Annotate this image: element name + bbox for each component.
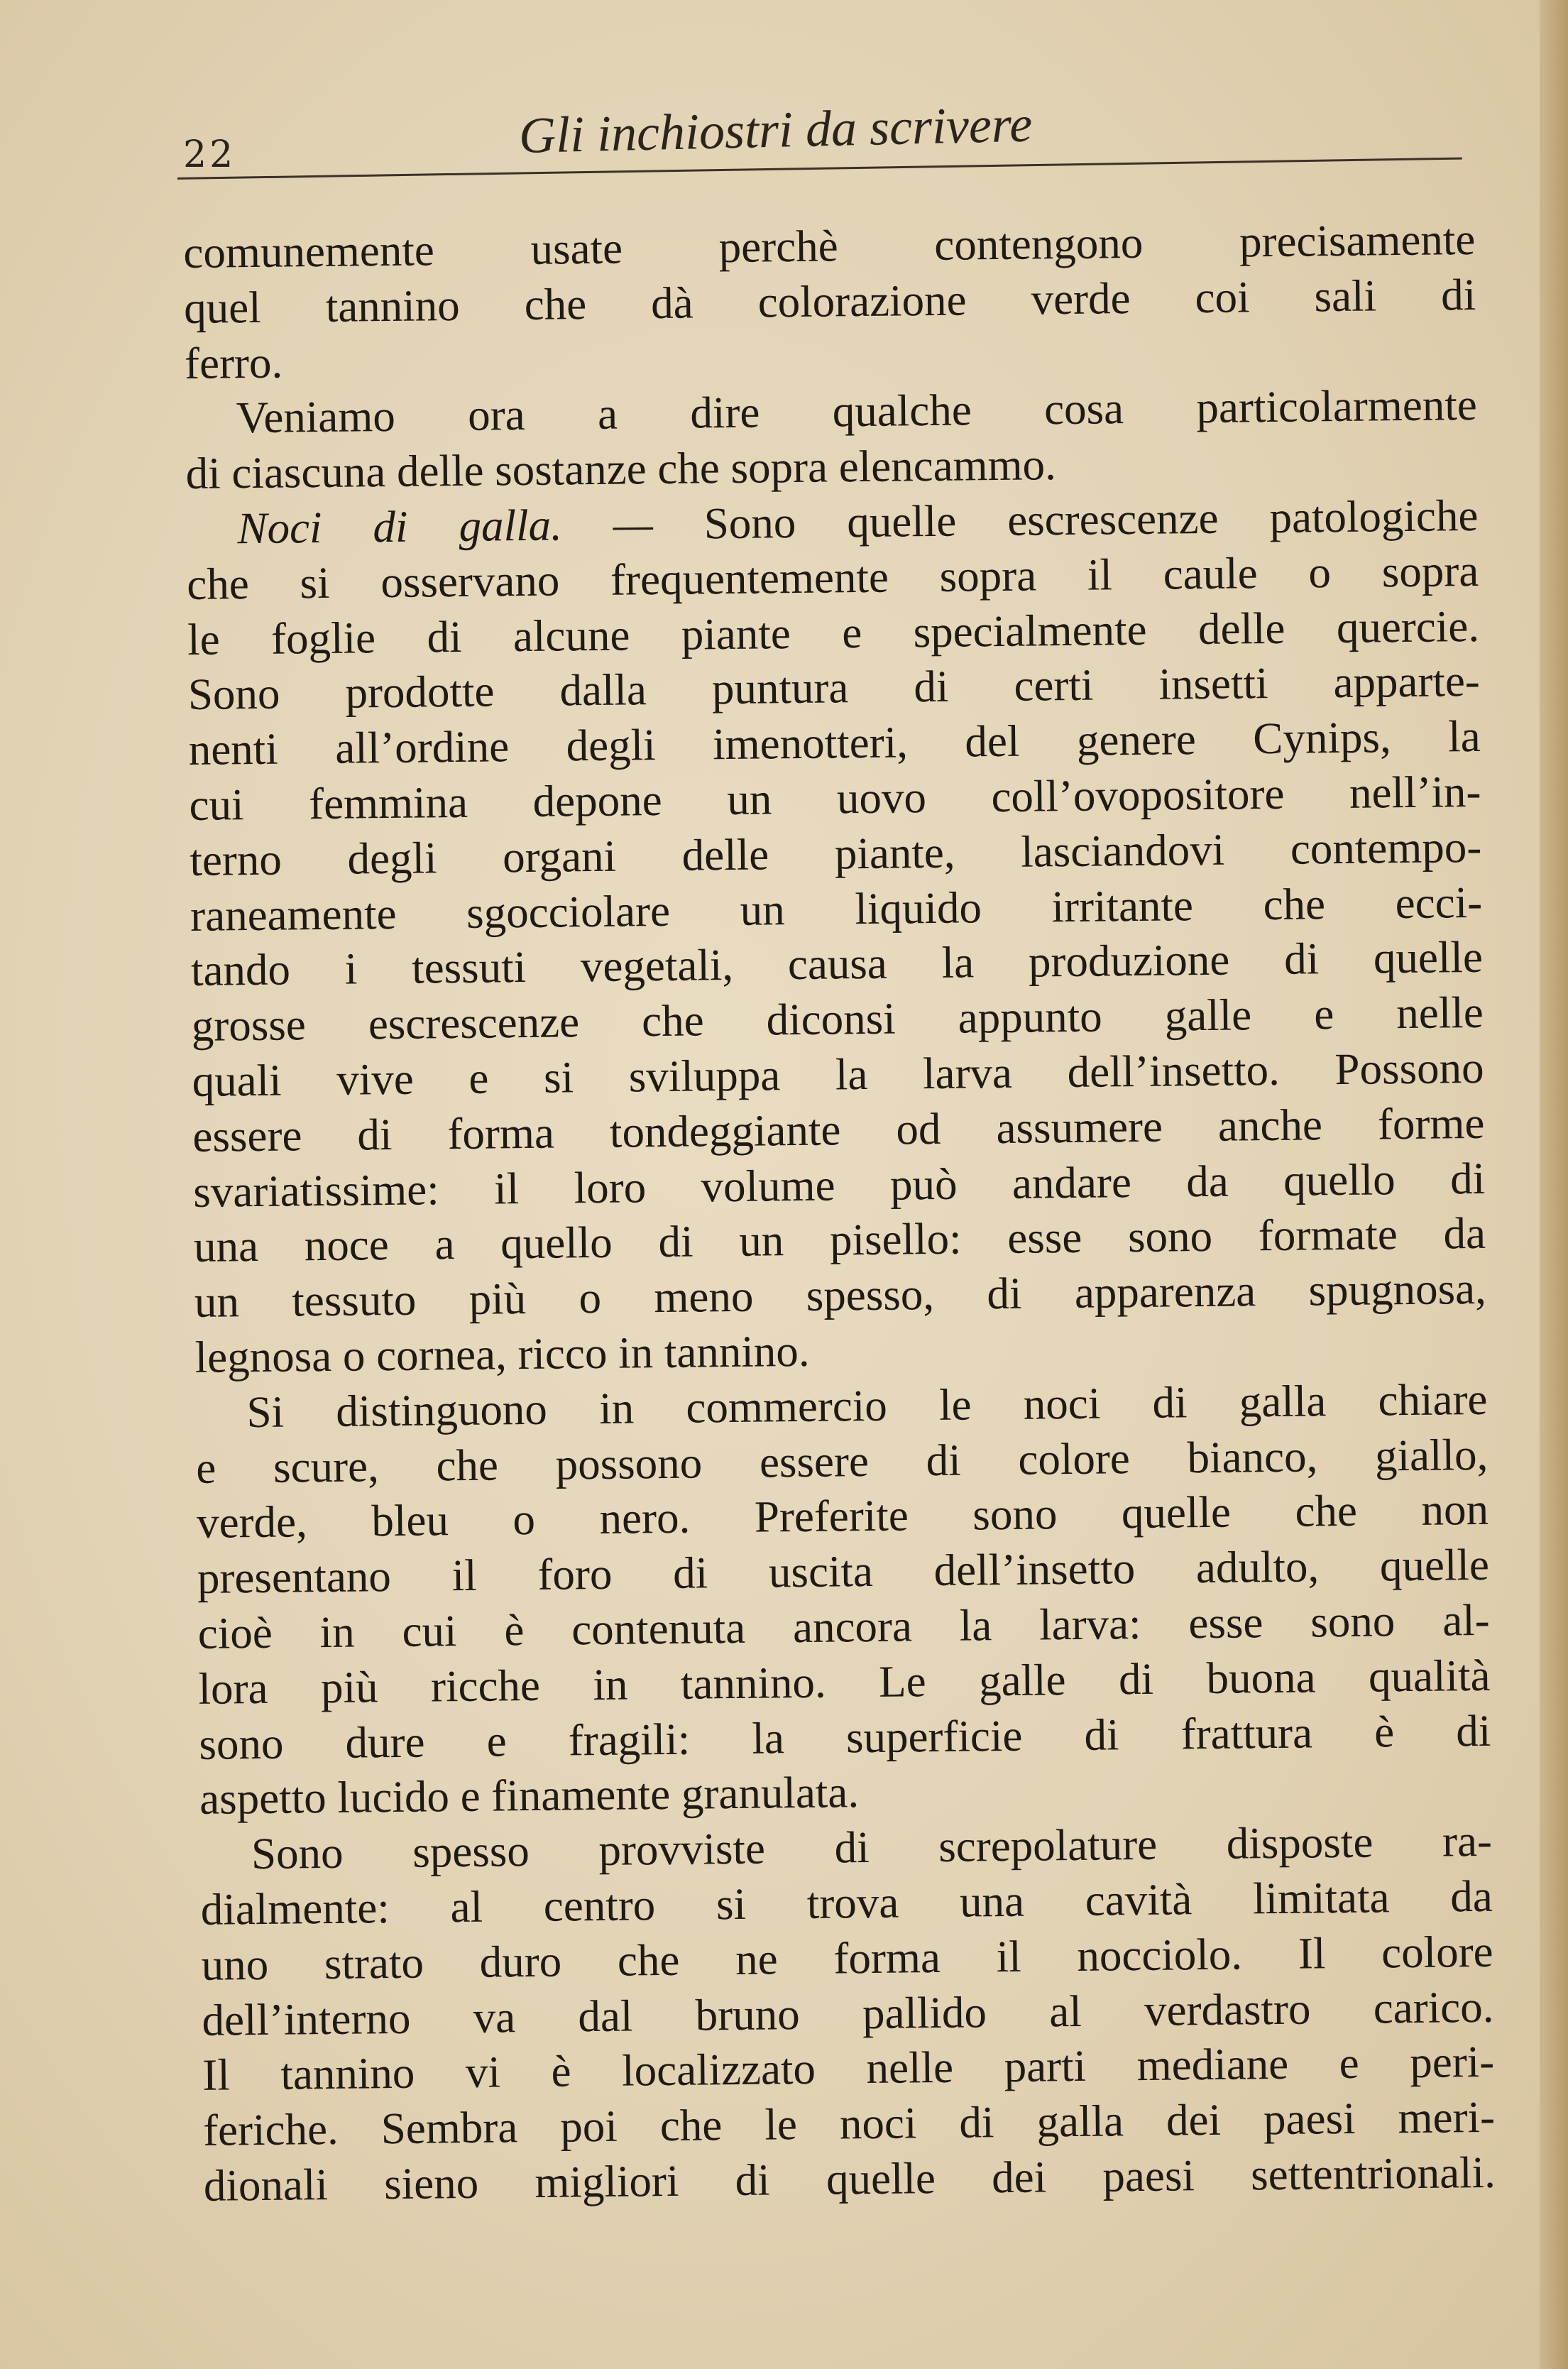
running-title: Gli inchiostri da scrivere	[518, 95, 1034, 165]
text-line: quel tannino che dà colorazione verde coi sali di	[183, 269, 1476, 333]
text-line: Il tannino vi è localizzato nelle parti mediane e peri-	[202, 2037, 1495, 2101]
text-line: ferro.	[184, 337, 283, 388]
text-line: terno degli organi delle piante, lasciandovi contempo-	[189, 821, 1482, 885]
page-header	[0, 0, 1568, 213]
text-line: uno strato duro che ne forma il nocciolo. Il colore	[201, 1926, 1493, 1990]
text-line: un tessuto più o meno spesso, di apparenza spugnosa,	[194, 1264, 1487, 1328]
page-number: 22	[183, 133, 236, 176]
text-line: e scure, che possono essere di colore bianco, giallo,	[195, 1429, 1488, 1493]
text-line: legnosa o cornea, ricco in tannino.	[194, 1325, 810, 1382]
text-line: dionali sieno migliori di quelle dei paesi settentrionali.	[203, 2147, 1496, 2211]
text-line: dialmente: al centro si trova una cavità limitata da	[200, 1871, 1493, 1935]
text-line: comunemente usate perchè contengono precisamente	[183, 214, 1476, 278]
section-heading: Noci di galla. —	[237, 499, 654, 554]
text-line: quali vive e si sviluppa la larva dell’insetto. Possono	[192, 1042, 1484, 1106]
text-line: le foglie di alcune piante e specialmente delle quercie.	[187, 601, 1480, 664]
text-line: aspetto lucido e finamente granulata.	[199, 1767, 860, 1824]
text-line-rest: Sono quelle escrescenze patologiche	[703, 490, 1479, 549]
text-line: dell’interno va dal bruno pallido al verdastro carico.	[202, 1981, 1494, 2045]
text-line: grosse escrescenze che diconsi appunto galle e nelle	[191, 987, 1484, 1051]
text-line: Sono spesso provviste di screpolature disposte ra-	[251, 1815, 1493, 1879]
text-line: Veniamo ora a dire qualche cosa particolarmente	[236, 380, 1478, 443]
text-line: che si osservano frequentemente sopra il caule o sopra	[186, 545, 1479, 609]
text-line: svariatissime: il loro volume può andare da quello di	[192, 1153, 1486, 1217]
text-line: cui femmina depone un uovo coll’ovopositore nell’in-	[189, 766, 1481, 830]
text-line: feriche. Sembra poi che le noci di galla dei paesi meri-	[202, 2091, 1496, 2155]
text-line: essere di forma tondeggiante od assumere anche forme	[192, 1098, 1485, 1161]
text-line: di ciascuna delle sostanze che sopra elencammo.	[185, 439, 1057, 499]
text-line: nenti all’ordine degli imenotteri, del genere Cynips, la	[188, 711, 1481, 775]
text-line: Si distinguono in commercio le noci di galla chiare	[246, 1374, 1488, 1437]
page-edge	[1540, 0, 1568, 2369]
text-line: Sono prodotte dalla puntura di certi insetti apparte-	[187, 656, 1481, 720]
text-line: lora più ricche in tannino. Le galle di buona qualità	[198, 1650, 1491, 1714]
text-line: cioè in cui è contenuta ancora la larva: esse sono al-	[197, 1594, 1491, 1658]
text-line: sono dure e fragili: la superficie di frattura è di	[199, 1705, 1491, 1769]
text-line: una noce a quello di un pisello: esse sono formate da	[193, 1208, 1486, 1272]
text-line: tando i tessuti vegetali, causa la produzione di quelle	[190, 932, 1484, 996]
body-text	[183, 212, 1496, 2214]
text-line: verde, bleu o nero. Preferite sono quelle che non	[196, 1484, 1489, 1548]
header-rule	[177, 158, 1462, 180]
text-line: raneamente sgocciolare un liquido irritante che ecci-	[190, 877, 1483, 941]
text-line: presentano il foro di uscita dell’insetto adulto, quelle	[197, 1539, 1490, 1604]
